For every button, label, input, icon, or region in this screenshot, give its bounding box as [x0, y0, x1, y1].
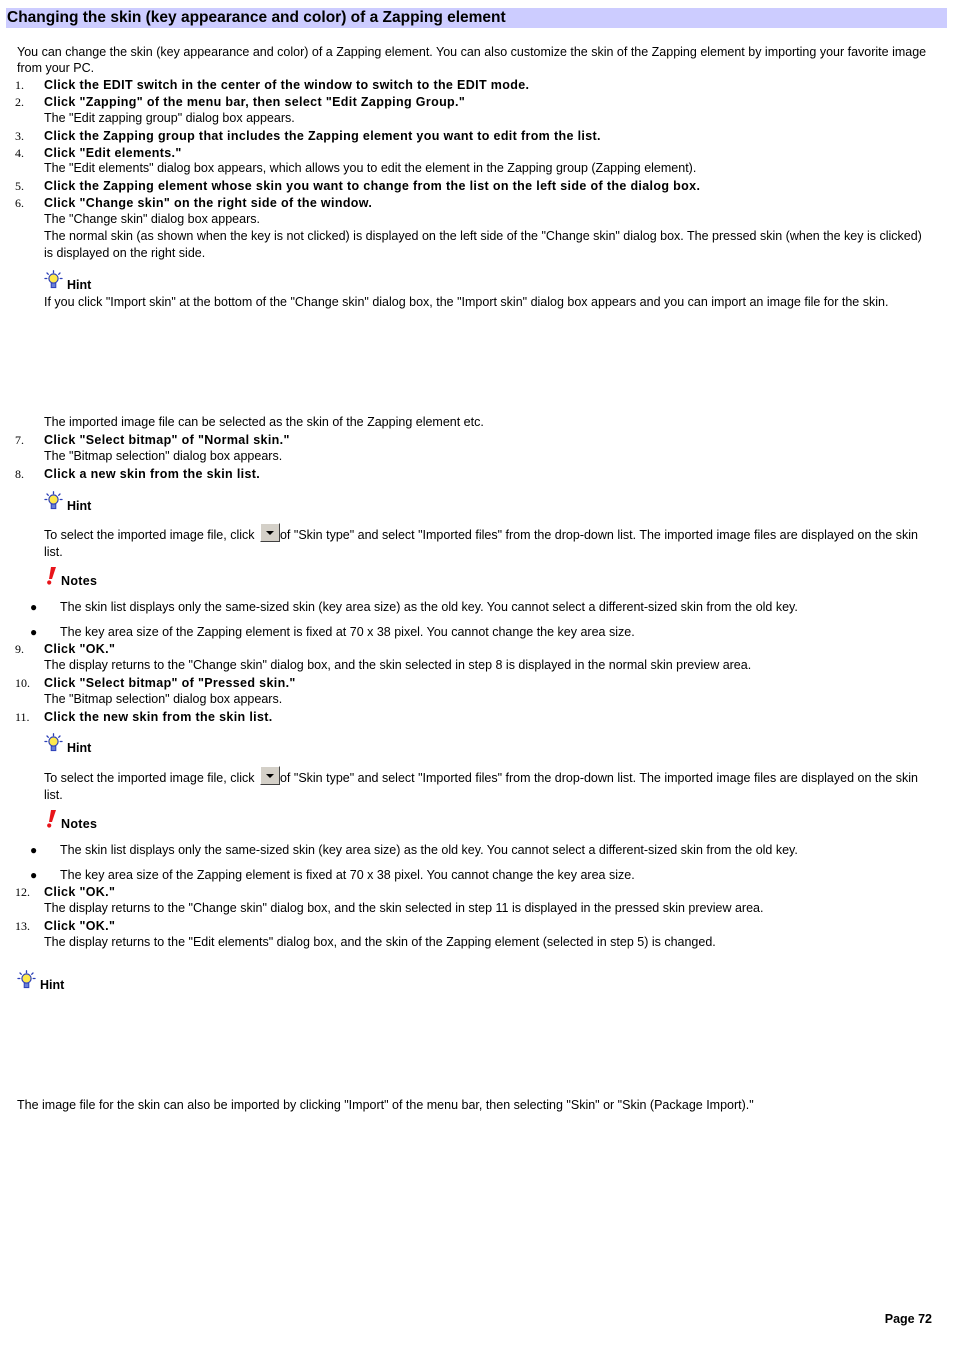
step-number: 10.	[15, 676, 30, 690]
step-description: The display returns to the "Change skin" dialog box, and the skin selected in step 8 is displayed in the normal skin preview area.	[44, 658, 752, 672]
step-description: The normal skin (as shown when the key is not clicked) is displayed on the left side of the "Change skin" dialog box. The pressed skin (when the key is clicked) is displayed on the right side.	[44, 229, 922, 260]
step-text: Click "OK."	[44, 919, 116, 933]
step-number: 4.	[15, 146, 24, 160]
intro-text: You can change the skin (key appearance and color) of a Zapping element. You can also customize the skin of the Zapping element by importing your favorite image from your PC.	[17, 45, 927, 75]
step-text: Click the Zapping element whose skin you want to change from the list on the left side of the dialog box.	[44, 179, 701, 193]
hint-text: The imported image file can be selected as the skin of the Zapping element etc.	[44, 415, 484, 429]
step-description: The "Bitmap selection" dialog box appears.	[44, 449, 283, 463]
step-description: The "Bitmap selection" dialog box appears.	[44, 692, 283, 706]
hint-text: If you click "Import skin" at the bottom of the "Change skin" dialog box, the "Import skin" dialog box appears and you can import an image file for the skin.	[44, 295, 889, 309]
hint-heading: Hint	[17, 970, 64, 994]
page-number: Page 72	[884, 1312, 932, 1326]
hint-text: To select the imported image file, click of "Skin type" and select "Imported files" from the drop-down list. The imported image files are displayed on the skin list.	[44, 523, 926, 561]
step-text: Click a new skin from the skin list.	[44, 467, 261, 481]
hint-heading: Hint	[44, 270, 91, 294]
bullet-icon: ●	[30, 843, 38, 857]
bullet-icon: ●	[30, 868, 38, 882]
hint-heading: Hint	[44, 491, 91, 515]
step-text: Click "Select bitmap" of "Normal skin."	[44, 433, 290, 447]
step-description: The display returns to the "Change skin" dialog box, and the skin selected in step 11 is displayed in the pressed skin preview area.	[44, 901, 764, 915]
step-number: 13.	[15, 919, 30, 933]
step-text: Click the new skin from the skin list.	[44, 710, 273, 724]
step-number: 1.	[15, 78, 24, 92]
note-item: The key area size of the Zapping element is fixed at 70 x 38 pixel. You cannot change the key area size.	[60, 868, 635, 882]
step-text: Click "OK."	[44, 885, 116, 899]
bullet-icon: ●	[30, 625, 38, 639]
step-description: The "Change skin" dialog box appears.	[44, 212, 260, 226]
step-text: Click "Select bitmap" of "Pressed skin."	[44, 676, 296, 690]
note-item: The skin list displays only the same-sized skin (key area size) as the old key. You cannot select a different-sized skin from the old key.	[60, 843, 798, 857]
hint-text: To select the imported image file, click of "Skin type" and select "Imported files" from the drop-down list. The imported image files are displayed on the skin list.	[44, 766, 926, 804]
step-text: Click "Change skin" on the right side of the window.	[44, 196, 373, 210]
note-item: The key area size of the Zapping element is fixed at 70 x 38 pixel. You cannot change the key area size.	[60, 625, 635, 639]
lightbulb-icon	[44, 733, 63, 757]
step-description: The "Edit zapping group" dialog box appears.	[44, 111, 295, 125]
dropdown-arrow-icon	[260, 523, 280, 542]
notes-heading: Notes	[44, 567, 97, 590]
step-description: The "Edit elements" dialog box appears, which allows you to edit the element in the Zapping group (Zapping element).	[44, 161, 697, 175]
step-text: Click "Edit elements."	[44, 146, 182, 160]
step-number: 3.	[15, 129, 24, 143]
notes-heading: Notes	[44, 810, 97, 833]
step-number: 5.	[15, 179, 24, 193]
note-item: The skin list displays only the same-sized skin (key area size) as the old key. You cannot select a different-sized skin from the old key.	[60, 600, 798, 614]
step-number: 6.	[15, 196, 24, 210]
step-number: 11.	[15, 710, 30, 724]
final-hint-text: The image file for the skin can also be imported by clicking "Import" of the menu bar, then selecting "Skin" or "Skin (Package Import)."	[17, 1098, 754, 1112]
step-number: 8.	[15, 467, 24, 481]
step-text: Click "OK."	[44, 642, 116, 656]
step-number: 9.	[15, 642, 24, 656]
hint-heading: Hint	[44, 733, 91, 757]
page-title: Changing the skin (key appearance and color) of a Zapping element	[6, 8, 947, 28]
bullet-icon: ●	[30, 600, 38, 614]
exclamation-icon	[44, 810, 57, 833]
step-text: Click "Zapping" of the menu bar, then select "Edit Zapping Group."	[44, 95, 466, 109]
step-number: 2.	[15, 95, 24, 109]
lightbulb-icon	[44, 270, 63, 294]
lightbulb-icon	[44, 491, 63, 515]
dropdown-arrow-icon	[260, 766, 280, 785]
step-number: 7.	[15, 433, 24, 447]
step-text: Click the EDIT switch in the center of the window to switch to the EDIT mode.	[44, 78, 530, 92]
step-number: 12.	[15, 885, 30, 899]
step-text: Click the Zapping group that includes the Zapping element you want to edit from the list.	[44, 129, 601, 143]
step-description: The display returns to the "Edit elements" dialog box, and the skin of the Zapping element (selected in step 5) is changed.	[44, 935, 716, 949]
exclamation-icon	[44, 567, 57, 590]
lightbulb-icon	[17, 970, 36, 994]
